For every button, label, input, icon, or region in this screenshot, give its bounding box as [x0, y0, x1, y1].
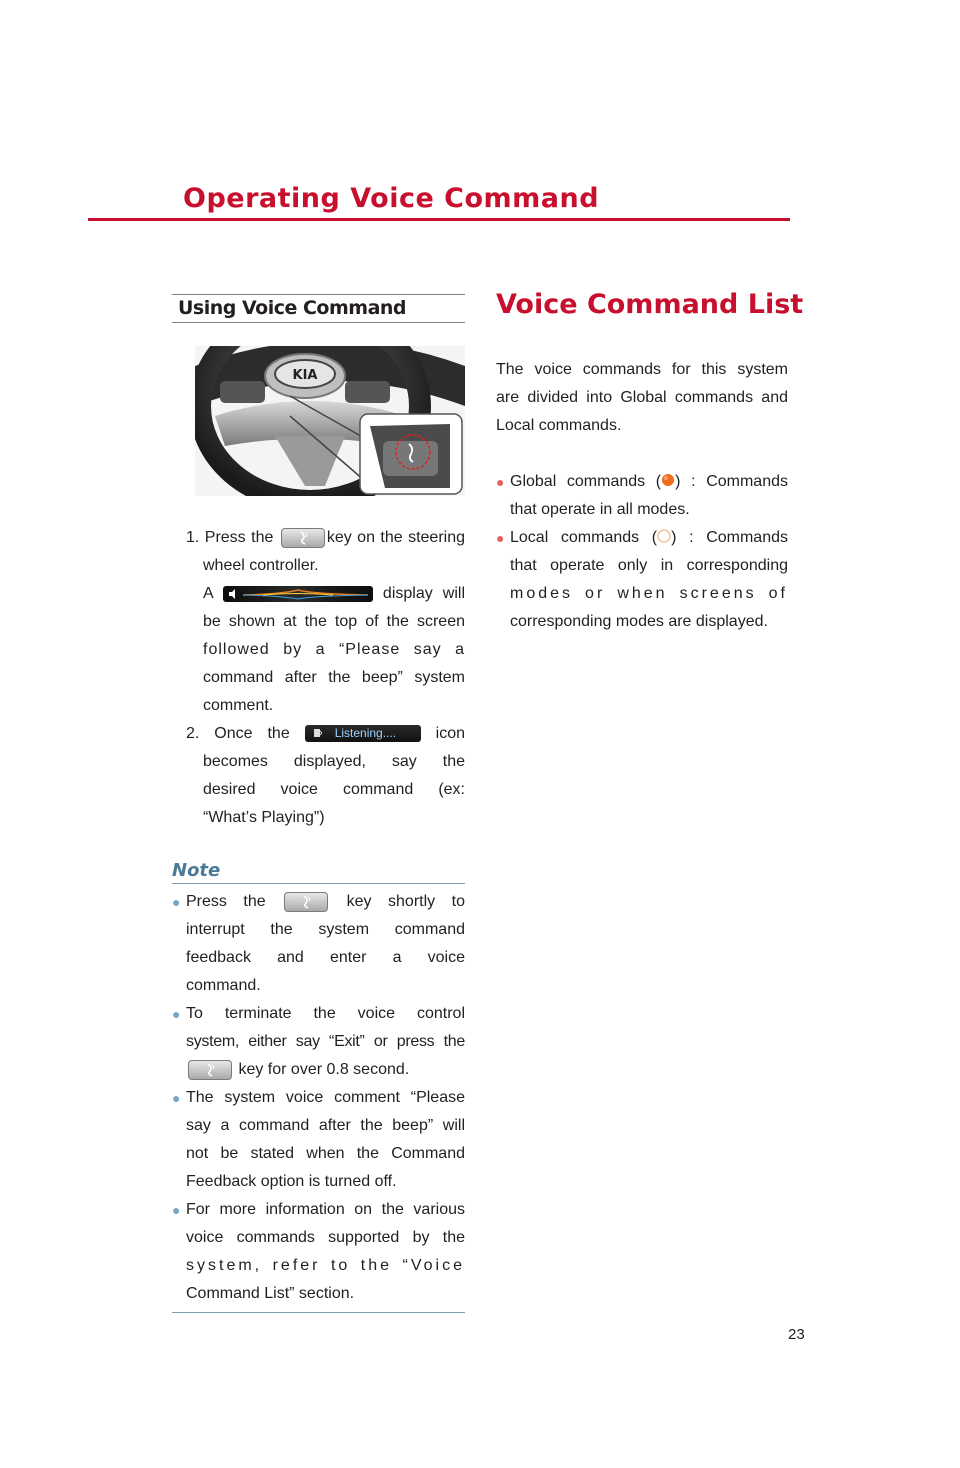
talk-key-icon — [284, 892, 328, 912]
global-text-b: ) : Commands — [675, 473, 788, 490]
note2-text: key for over 0.8 second. — [238, 1061, 410, 1078]
steering-wheel-illustration — [195, 346, 465, 496]
listening-icon — [314, 729, 320, 737]
local-command-circle-icon — [657, 529, 671, 543]
step2-text-b: icon — [435, 725, 465, 742]
intro-line3: Local commands. — [496, 417, 622, 434]
talk-key-icon — [281, 528, 325, 548]
note2-line1: To terminate the voice control — [186, 1005, 465, 1022]
talk-key-icon — [188, 1060, 232, 1080]
note4-line4: Command List” section. — [186, 1285, 355, 1302]
note3-line4: Feedback option is turned off. — [186, 1173, 397, 1190]
note3-line1: The system voice comment “Please — [186, 1089, 465, 1106]
local-line4: corresponding modes are displayed. — [510, 613, 768, 630]
note4-line3: system, refer to the “Voice — [186, 1257, 465, 1274]
intro-line2: are divided into Global commands and — [496, 389, 788, 406]
step1-text-d: display will — [382, 585, 465, 602]
step2-line2: becomes displayed, say the — [203, 753, 465, 770]
local-line1 — [510, 524, 788, 552]
section-header — [172, 294, 465, 323]
step1-line7: comment. — [203, 697, 274, 714]
note1-text-a: Press the — [186, 893, 266, 910]
svg-text:KIA: KIA — [292, 368, 318, 383]
page-title: Operating Voice Command — [183, 183, 600, 214]
step1-line3 — [203, 580, 465, 608]
note3-line3: not be stated when the Command — [186, 1145, 465, 1162]
note2-line3 — [186, 1056, 409, 1084]
note-divider-top — [172, 883, 465, 884]
note1-line1 — [186, 888, 465, 916]
note-divider-bottom — [172, 1312, 465, 1313]
step1-line2: wheel controller. — [203, 557, 319, 574]
note4-line1: For more information on the various — [186, 1201, 465, 1218]
note-bullet-1: ● — [172, 894, 181, 910]
step1-line5: followed by a “Please say a — [203, 641, 465, 658]
step1-line1 — [186, 524, 465, 552]
global-command-dot-icon — [661, 473, 675, 487]
note1-line3: feedback and enter a voice — [186, 949, 465, 966]
local-text-b: ) : Commands — [671, 529, 788, 546]
note1-text-b: key shortly to — [346, 893, 465, 910]
note-bullet-3: ● — [172, 1090, 181, 1106]
step2-line4: “What’s Playing”) — [203, 809, 325, 826]
global-bullet: ● — [496, 474, 505, 490]
section-title: Using Voice Command — [178, 297, 407, 319]
step2-line1 — [186, 720, 465, 748]
page-number: 23 — [788, 1326, 805, 1343]
local-line2: that operate only in corresponding — [510, 557, 788, 574]
note3-line2: say a command after the beep” will — [186, 1117, 465, 1134]
voice-recognition-bar — [223, 586, 373, 602]
voice-command-list-title: Voice Command List — [496, 289, 804, 320]
step1-text-b: key on the steering — [326, 529, 466, 546]
listening-indicator — [305, 725, 421, 742]
note-label: Note — [172, 860, 221, 881]
step1-text-c: A — [203, 585, 213, 602]
note1-line2: interrupt the system command — [186, 921, 465, 938]
note2-line2: system, either say “Exit” or press the — [186, 1033, 465, 1050]
step2-line3: desired voice command (ex: — [203, 781, 465, 798]
note4-line2: voice commands supported by the — [186, 1229, 465, 1246]
step1-line4: be shown at the top of the screen — [203, 613, 465, 630]
step2-text-a: 2. Once the — [186, 725, 290, 742]
global-line2: that operate in all modes. — [510, 501, 690, 518]
intro-line1: The voice commands for this system — [496, 361, 788, 378]
listening-label: Listening.... — [334, 726, 397, 741]
global-line1 — [510, 468, 788, 496]
step1-line6: command after the beep” system — [203, 669, 465, 686]
local-text-a: Local commands ( — [510, 529, 658, 546]
note-bullet-4: ● — [172, 1202, 181, 1218]
speaker-icon — [229, 589, 235, 599]
title-divider — [88, 218, 790, 221]
step1-text-a: 1. Press the — [186, 529, 274, 546]
note-bullet-2: ● — [172, 1006, 181, 1022]
local-bullet: ● — [496, 530, 505, 546]
global-text-a: Global commands ( — [510, 473, 662, 490]
local-line3: modes or when screens of — [510, 585, 788, 602]
note1-line4: command. — [186, 977, 261, 994]
